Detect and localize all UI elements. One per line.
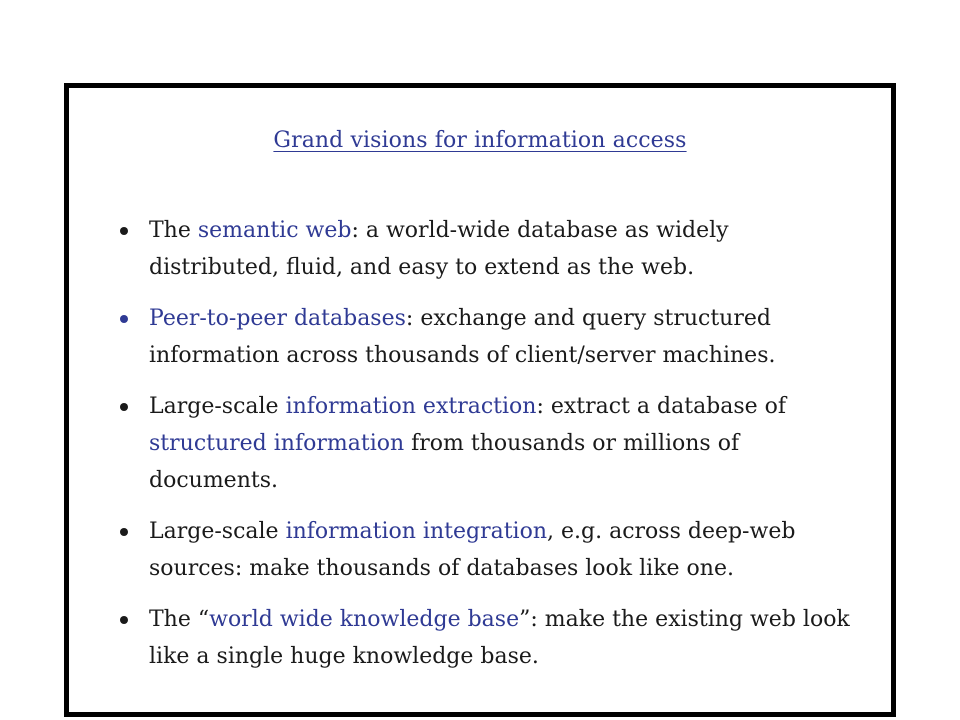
slide-frame xyxy=(64,83,896,717)
bullet-item-information-integration xyxy=(117,513,857,587)
bullet-text xyxy=(149,394,786,493)
bullet-dot-icon xyxy=(120,227,128,235)
highlighted-term: information integration xyxy=(285,519,548,544)
text-fragment: , e.g. across deep-web sources: make thousands of databases look like one. xyxy=(149,519,796,581)
bullet-item-knowledge-base xyxy=(117,601,857,675)
text-fragment: Large-scale xyxy=(149,394,286,419)
bullet-dot-icon xyxy=(120,528,128,536)
highlighted-term: information extraction xyxy=(285,394,537,419)
bullet-text xyxy=(149,306,775,368)
text-fragment: : a world-wide database as widely distributed, fluid, and easy to extend as the web. xyxy=(149,218,729,280)
bullet-item-peer-to-peer xyxy=(117,300,857,374)
slide-title xyxy=(69,128,891,153)
highlighted-term: Peer-to-peer databases xyxy=(149,306,406,331)
text-fragment: The xyxy=(149,218,198,243)
bullet-item-information-extraction xyxy=(117,388,857,499)
text-fragment: ”: make the existing web look like a single huge knowledge base. xyxy=(149,607,850,669)
bullet-text xyxy=(149,607,850,669)
text-fragment: : exchange and query structured information across thousands of client/server machines. xyxy=(149,306,776,368)
text-fragment: from thousands or millions of documents. xyxy=(149,431,740,493)
text-fragment: : extract a database of xyxy=(536,394,787,419)
bullet-dot-icon xyxy=(120,616,128,624)
text-fragment: The “ xyxy=(149,607,210,632)
highlighted-term: semantic web xyxy=(197,218,352,243)
bullet-text xyxy=(149,218,729,280)
bullet-list xyxy=(117,212,857,689)
bullet-dot-icon xyxy=(120,403,128,411)
bullet-item-semantic-web xyxy=(117,212,857,286)
bullet-text xyxy=(149,519,795,581)
highlighted-term: world wide knowledge base xyxy=(209,607,520,632)
slide-title-text: Grand visions for information access xyxy=(273,128,687,153)
highlighted-term: structured information xyxy=(149,431,405,456)
text-fragment: Large-scale xyxy=(149,519,286,544)
bullet-dot-icon xyxy=(120,315,128,323)
